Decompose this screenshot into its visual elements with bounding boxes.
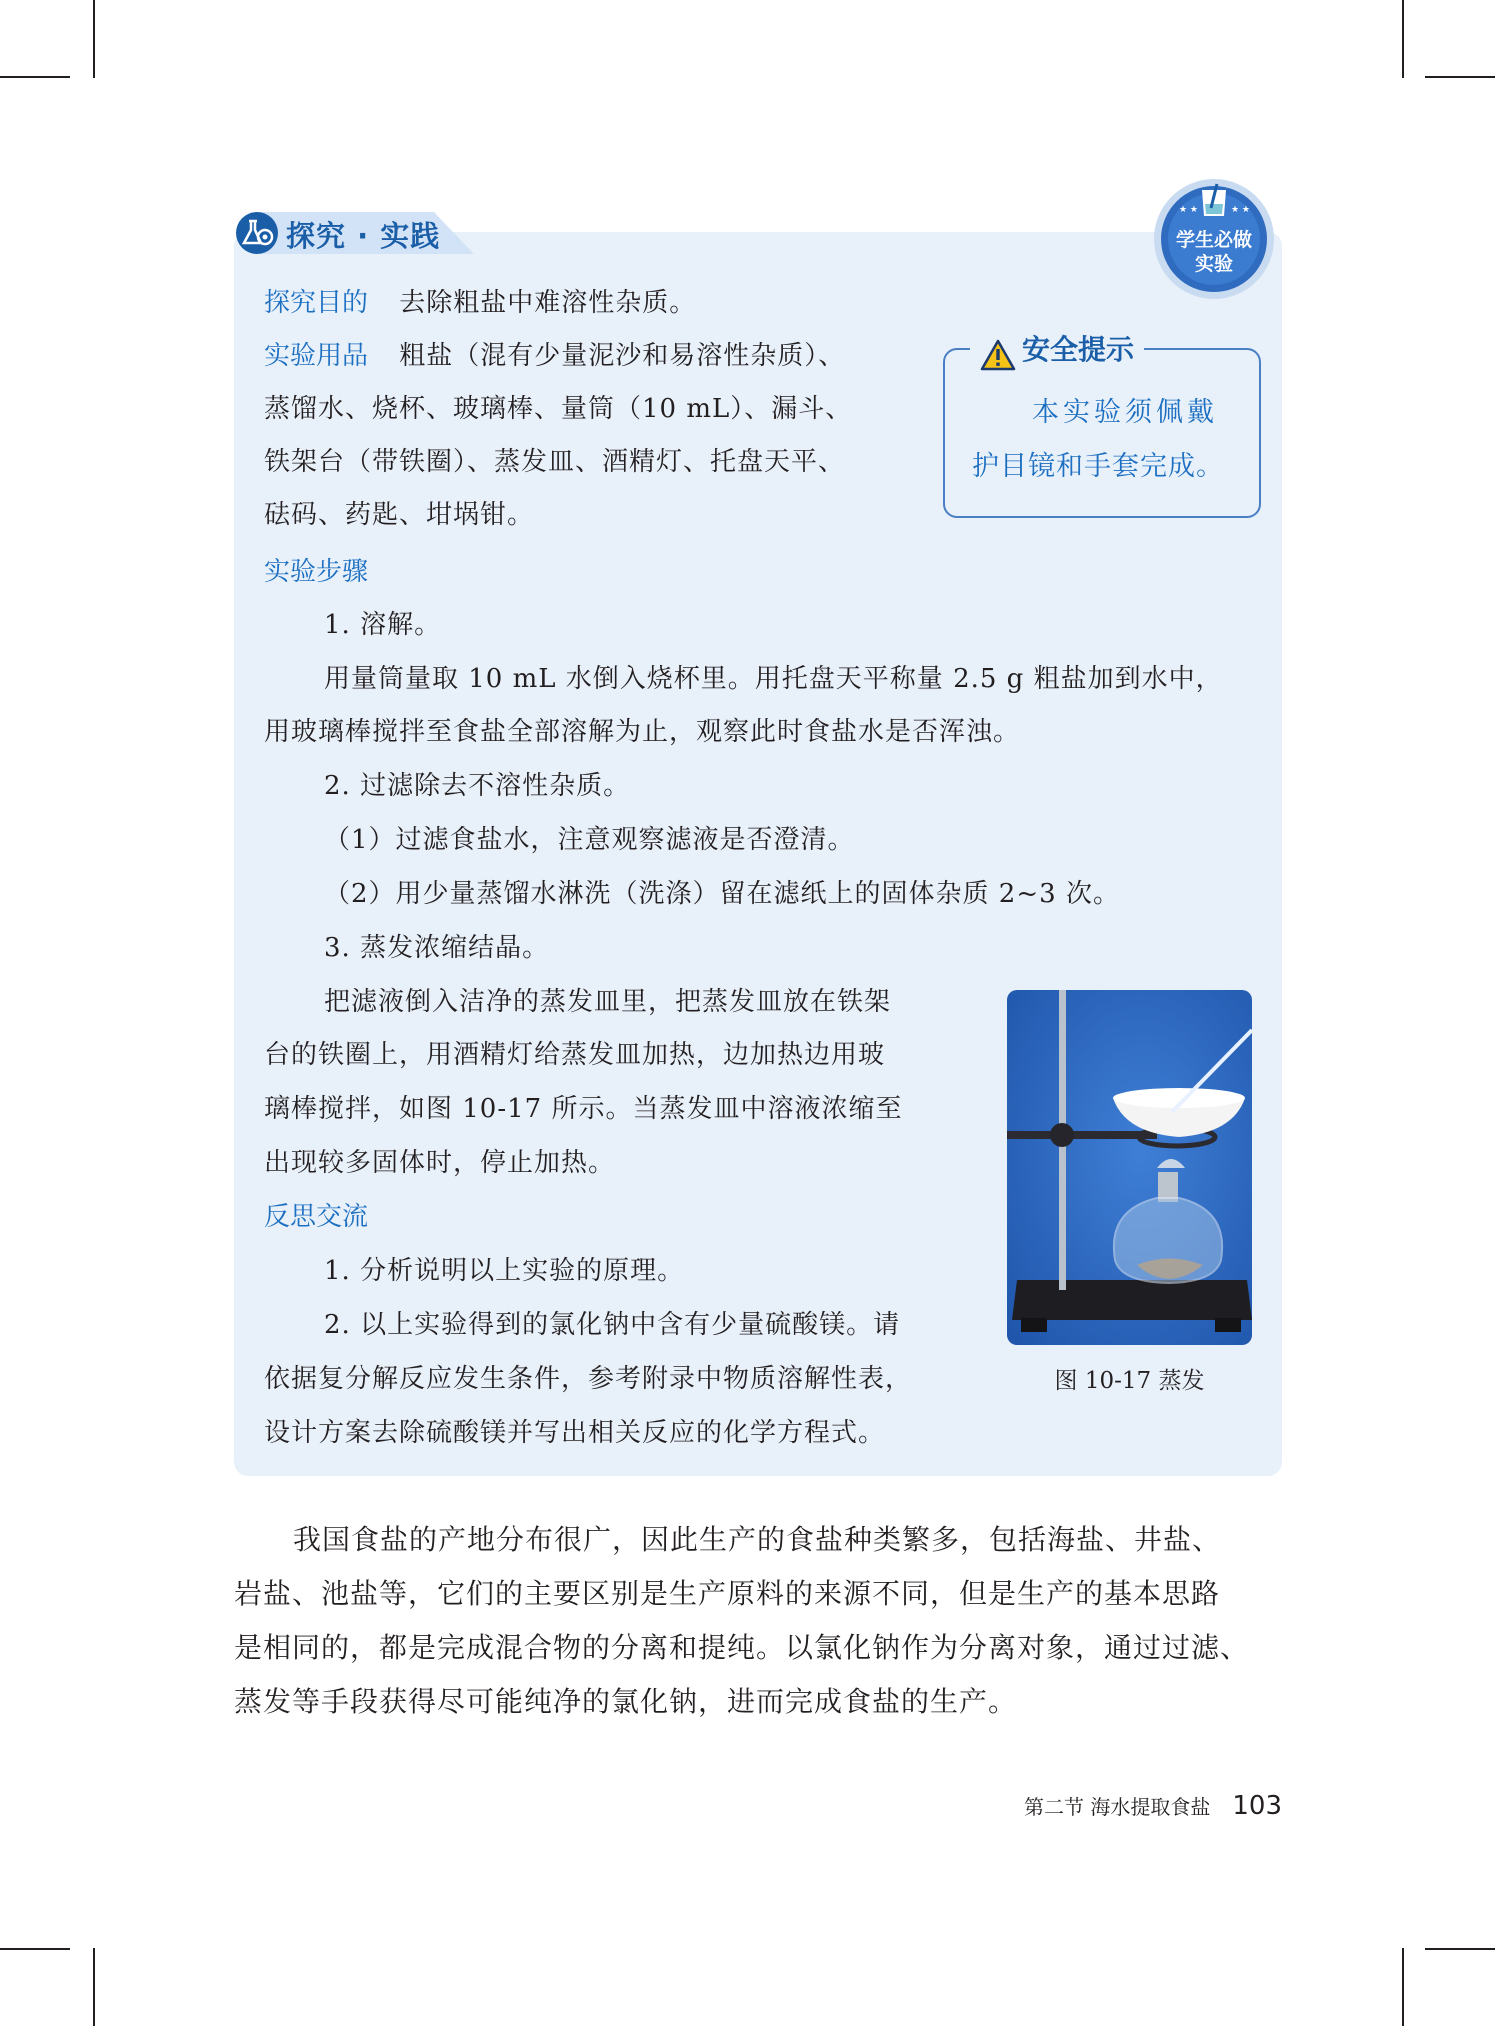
page-footer bbox=[1024, 1792, 1282, 1821]
body-paragraph-line-3: 是相同的，都是完成混合物的分离和提纯。以氯化钠作为分离对象，通过过滤、 bbox=[234, 1631, 1250, 1664]
crop-mark bbox=[1402, 1948, 1404, 2026]
page-number: 103 bbox=[1232, 1791, 1282, 1821]
purpose-line bbox=[264, 285, 696, 321]
safety-title-text: 安全提示 bbox=[1022, 333, 1135, 366]
step-3-text-4: 出现较多固体时，停止加热。 bbox=[264, 1148, 616, 1178]
safety-line-1: 本实验须佩戴 bbox=[1032, 397, 1218, 428]
svg-text:★ ★: ★ ★ bbox=[1179, 205, 1198, 215]
footer-section: 第二节 海水提取食盐 bbox=[1024, 1795, 1211, 1819]
crop-mark bbox=[0, 1948, 70, 1950]
materials-text: 粗盐（混有少量泥沙和易溶性杂质）、 bbox=[399, 341, 846, 371]
safety-title bbox=[970, 330, 1144, 370]
reflection-item-2-text-1: 2. 以上实验得到的氯化钠中含有少量硫酸镁。请 bbox=[324, 1310, 901, 1340]
reflection-item-1: 1. 分析说明以上实验的原理。 bbox=[324, 1256, 685, 1286]
flask-icon bbox=[234, 210, 280, 256]
safety-line-2: 护目镜和手套完成。 bbox=[972, 451, 1224, 482]
body-paragraph-line-1: 我国食盐的产地分布很广，因此生产的食盐种类繁多，包括海盐、井盐、 bbox=[293, 1523, 1222, 1556]
crop-mark bbox=[1425, 1948, 1495, 1950]
warning-icon bbox=[980, 339, 1016, 371]
step-2-item-2: （2）用少量蒸馏水淋洗（洗涤）留在滤纸上的固体杂质 2~3 次。 bbox=[324, 879, 1120, 909]
step-3-text-2: 台的铁圈上，用酒精灯给蒸发皿加热，边加热边用玻 bbox=[264, 1040, 886, 1070]
section-header bbox=[234, 208, 484, 258]
purpose-text: 去除粗盐中难溶性杂质。 bbox=[399, 288, 697, 318]
reflection-label: 反思交流 bbox=[264, 1202, 369, 1232]
reflection-item-2-text-3: 设计方案去除硫酸镁并写出相关反应的化学方程式。 bbox=[264, 1418, 886, 1448]
badge-line-2: 实验 bbox=[1194, 253, 1233, 275]
figure-caption: 图 10-17 蒸发 bbox=[1054, 1368, 1205, 1394]
safety-tip-box bbox=[943, 348, 1261, 518]
crop-mark bbox=[93, 1948, 95, 2026]
crop-mark bbox=[93, 0, 95, 78]
reflection-item-2-text-2: 依据复分解反应发生条件，参考附录中物质溶解性表， bbox=[264, 1364, 913, 1394]
materials-line-1 bbox=[264, 338, 845, 374]
materials-line-2: 蒸馏水、烧杯、玻璃棒、量筒（10 mL）、漏斗、 bbox=[264, 394, 853, 424]
step-2-item-1: （1）过滤食盐水，注意观察滤液是否澄清。 bbox=[324, 825, 855, 855]
step-3-text-1: 把滤液倒入洁净的蒸发皿里，把蒸发皿放在铁架 bbox=[324, 987, 892, 1017]
evaporation-apparatus-photo bbox=[1007, 990, 1252, 1345]
materials-line-4: 砝码、药匙、坩埚钳。 bbox=[264, 500, 535, 530]
materials-line-3: 铁架台（带铁圈）、蒸发皿、酒精灯、托盘天平、 bbox=[264, 447, 846, 477]
materials-label: 实验用品 bbox=[264, 341, 369, 371]
crop-mark bbox=[0, 76, 70, 78]
step-1-title: 1. 溶解。 bbox=[324, 610, 442, 640]
step-1-text-1: 用量筒量取 10 mL 水倒入烧杯里。用托盘天平称量 2.5 g 粗盐加到水中， bbox=[324, 664, 1223, 694]
step-3-title: 3. 蒸发浓缩结晶。 bbox=[324, 933, 550, 963]
badge-line-1: 学生必做 bbox=[1175, 229, 1252, 251]
step-2-title: 2. 过滤除去不溶性杂质。 bbox=[324, 771, 631, 801]
step-3-text-3: 璃棒搅拌，如图 10-17 所示。当蒸发皿中溶液浓缩至 bbox=[264, 1094, 903, 1124]
badge-label bbox=[1153, 228, 1275, 276]
step-1-text-2: 用玻璃棒搅拌至食盐全部溶解为止，观察此时食盐水是否浑浊。 bbox=[264, 717, 1021, 747]
purpose-label: 探究目的 bbox=[264, 288, 369, 318]
crop-mark bbox=[1402, 0, 1404, 78]
body-paragraph-line-4: 蒸发等手段获得尽可能纯净的氯化钠，进而完成食盐的生产。 bbox=[234, 1685, 1018, 1718]
crop-mark bbox=[1425, 76, 1495, 78]
steps-label: 实验步骤 bbox=[264, 557, 369, 587]
body-paragraph-line-2: 岩盐、池盐等，它们的主要区别是生产原料的来源不同，但是生产的基本思路 bbox=[234, 1577, 1221, 1610]
section-title: 探究 · 实践 bbox=[286, 219, 441, 253]
svg-text:★ ★: ★ ★ bbox=[1231, 205, 1250, 215]
